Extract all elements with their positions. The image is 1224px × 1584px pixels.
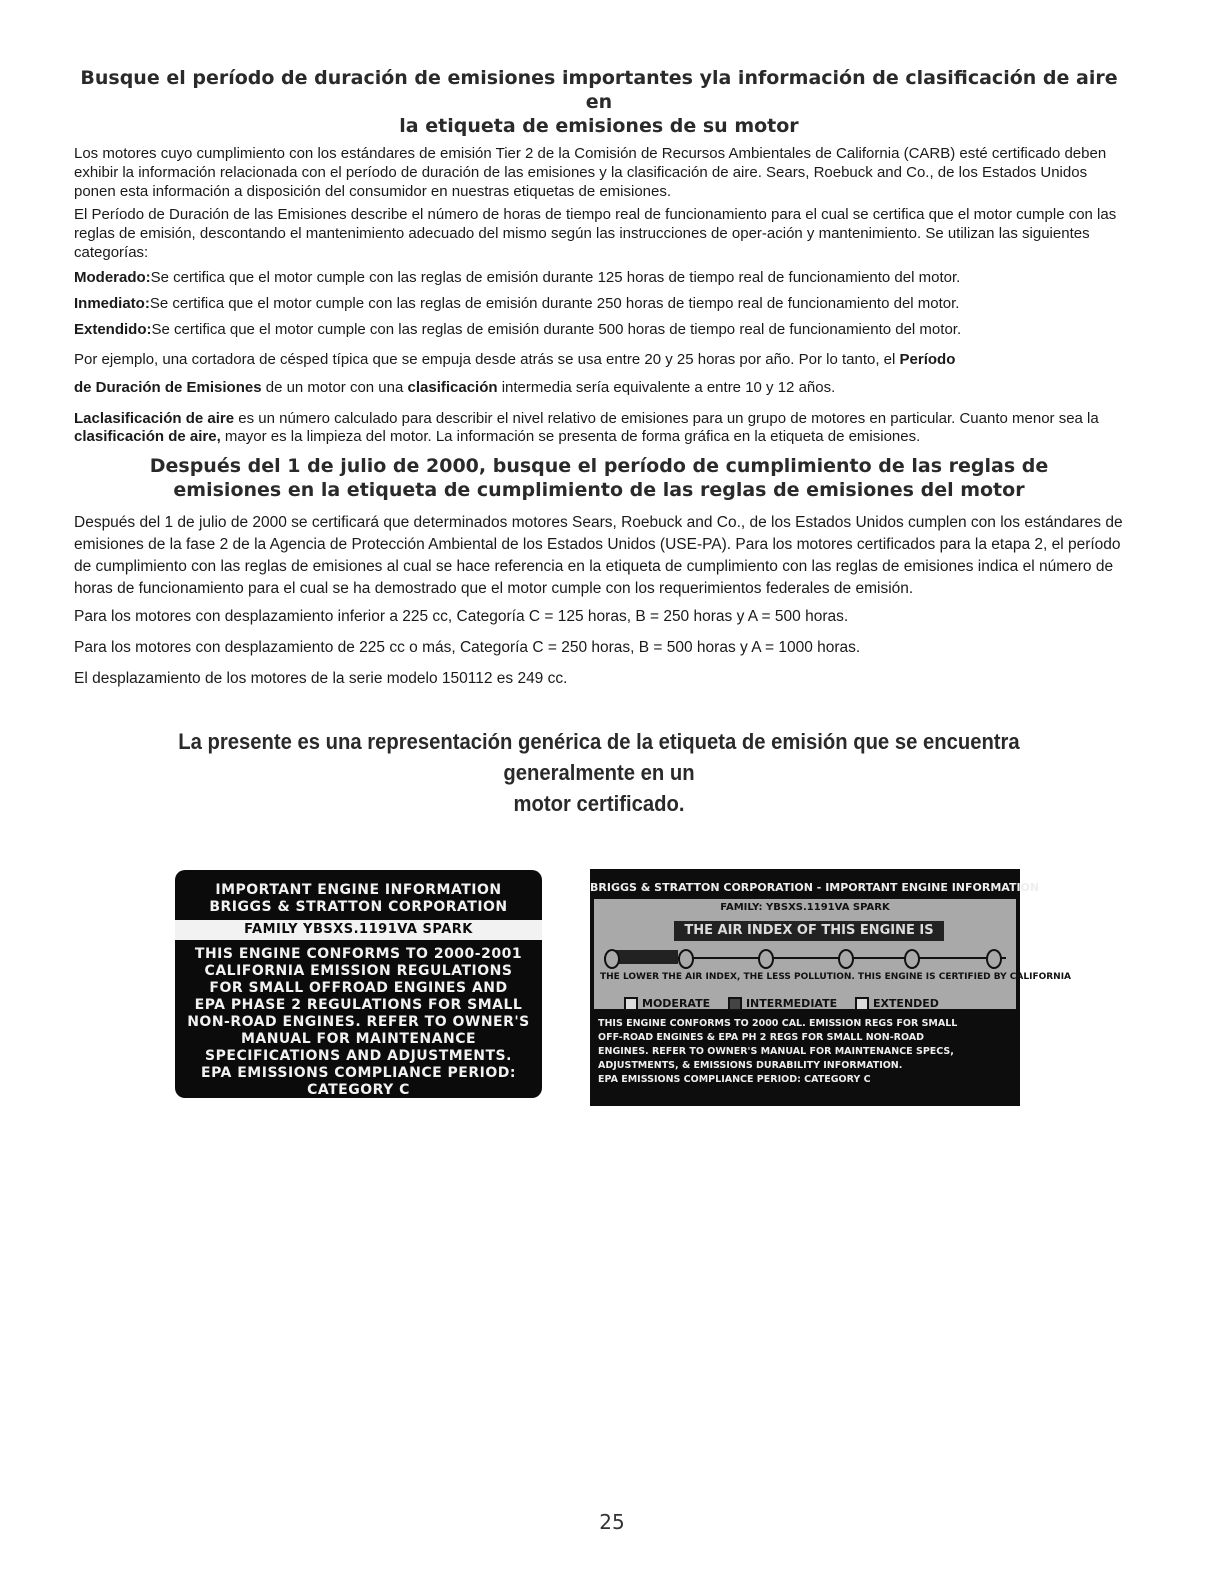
category-intermediate-label: INTERMEDIATE	[745, 997, 838, 1010]
air-index-scale-mark	[604, 949, 620, 969]
right-label-line: OFF-ROAD ENGINES & EPA PH 2 REGS FOR SMALL NON-ROAD	[598, 1032, 925, 1043]
definition-extendido	[74, 320, 1124, 340]
right-label-certified-text: THE LOWER THE AIR INDEX, THE LESS POLLUTION. THIS ENGINE IS CERTIFIED BY CALIFORNIA	[600, 972, 1072, 982]
section1-heading-line1: Busque el período de duración de emisiones importantes yla información de clasificación de aire en	[80, 67, 1118, 113]
left-label-line: CATEGORY C	[307, 1082, 410, 1098]
epa-compliance-label-image	[175, 870, 542, 1098]
air-index-scale-mark	[838, 949, 854, 969]
definition-extendido-term: Extendido:	[74, 321, 152, 338]
definition-extendido-text: Se certifica que el motor cumple con las reglas de emisión durante 500 horas de tiempo real de funcionamiento del motor.	[151, 321, 962, 338]
example-text-d: de un motor con una	[261, 379, 408, 396]
section2-heading-line2: emisiones en la etiqueta de cumplimiento de las reglas de emisiones del motor	[173, 479, 1025, 501]
right-label-air-index-title: THE AIR INDEX OF THIS ENGINE IS	[674, 921, 944, 941]
left-label-line: IMPORTANT ENGINE INFORMATION	[215, 882, 502, 898]
section3-heading	[116, 726, 1082, 819]
definition-moderado-text: Se certifica que el motor cumple con las reglas de emisión durante 125 horas de tiempo real de funcionamiento del motor.	[150, 269, 961, 286]
category-intermediate	[728, 997, 837, 1011]
air-index-paragraph	[74, 410, 1124, 446]
example-bold-duracion: de Duración de Emisiones	[74, 379, 262, 396]
left-label-line: THIS ENGINE CONFORMS TO 2000-2001	[194, 946, 523, 962]
right-label-line: ENGINES. REFER TO OWNER'S MANUAL FOR MAINTENANCE SPECS,	[598, 1046, 954, 1057]
example-text-f: intermedia sería equivalente a entre 10 y 12 años.	[497, 379, 836, 396]
definition-moderado	[74, 268, 1124, 288]
section2-paragraph-under225: Para los motores con desplazamiento inferior a 225 cc, Categoría C = 125 horas, B = 250 horas y A = 500 horas.	[74, 608, 849, 625]
right-label-air-index-panel	[594, 899, 1072, 1010]
definition-inmediato-term: Inmediato:	[74, 295, 150, 312]
left-label-line: BRIGGS & STRATTON CORPORATION	[209, 899, 508, 915]
air-index-text-d: mayor es la limpieza del motor. La información se presenta de forma gráfica en la etiqueta de emisiones.	[220, 428, 921, 445]
section2-heading-line1: Después del 1 de julio de 2000, busque el período de cumplimiento de las reglas de	[149, 455, 1049, 477]
left-label-line: EPA PHASE 2 REGULATIONS FOR SMALL	[194, 997, 523, 1013]
section2-heading	[74, 454, 1124, 502]
right-label-categories	[624, 997, 953, 1011]
category-extended-label: EXTENDED	[872, 997, 939, 1010]
checked-checkbox-icon	[728, 997, 742, 1011]
checkbox-icon	[855, 997, 869, 1011]
section3-heading-line2: motor certificado.	[513, 791, 685, 816]
air-index-bold-c: clasificación de aire,	[74, 428, 221, 445]
carb-air-index-label-image	[590, 869, 1072, 1106]
page-number: 25	[599, 1510, 625, 1534]
section1-paragraph-carb: Los motores cuyo cumplimiento con los estándares de emisión Tier 2 de la Comisión de Recursos Ambientales de California (CARB) esté certificado deben exhibir la información relacionada con el período de duración de las emisiones y la clasificación de aire. Sears, Roebuck and Co., de los Estados Unidos ponen esta información a disposición del consumidor en nuestras etiquetas de emisiones.	[74, 145, 1107, 200]
left-label-line: SPECIFICATIONS AND ADJUSTMENTS.	[205, 1048, 512, 1064]
air-index-scale-mark	[758, 949, 774, 969]
left-label-line: FOR SMALL OFFROAD ENGINES AND	[209, 980, 508, 996]
air-index-scale-mark	[986, 949, 1002, 969]
left-label-family-band: FAMILY YBSXS.1191VA SPARK	[175, 920, 542, 940]
example-paragraph	[74, 346, 1124, 402]
right-label-line: ADJUSTMENTS, & EMISSIONS DURABILITY INFORMATION.	[598, 1060, 903, 1071]
checkbox-icon	[624, 997, 638, 1011]
section2-paragraph-displacement: El desplazamiento de los motores de la serie modelo 150112 es 249 cc.	[74, 670, 568, 687]
category-extended	[855, 997, 939, 1011]
right-label-header: BRIGGS & STRATTON CORPORATION - IMPORTANT ENGINE INFORMATION	[590, 881, 1040, 894]
example-bold-clasificacion: clasificación	[407, 379, 498, 396]
definition-inmediato-text: Se certifica que el motor cumple con las reglas de emisión durante 250 horas de tiempo real de funcionamiento del motor.	[149, 295, 960, 312]
left-label-line: MANUAL FOR MAINTENANCE	[240, 1031, 477, 1047]
left-label-line: EPA EMISSIONS COMPLIANCE PERIOD:	[201, 1065, 516, 1081]
example-text-a: Por ejemplo, una cortadora de césped típica que se empuja desde atrás se usa entre 20 y 25 horas por año. Por lo tanto, el	[74, 351, 900, 368]
section1-paragraph-period: El Período de Duración de las Emisiones describe el número de horas de tiempo real de funcionamiento para el cual se certifica que el motor cumple con las reglas de emisión, descontando el mantenimiento adecuado del mismo según las instrucciones de oper-ación y mantenimiento. Se utilizan las siguientes categorías:	[74, 206, 1117, 261]
left-label-line: CALIFORNIA EMISSION REGULATIONS	[204, 963, 513, 979]
definition-moderado-term: Moderado:	[74, 269, 151, 286]
definition-inmediato	[74, 294, 1124, 314]
document-page	[74, 66, 1124, 819]
section1-heading-line2: la etiqueta de emisiones de su motor	[399, 115, 799, 137]
section1-heading	[74, 66, 1124, 138]
section2-paragraph-over225: Para los motores con desplazamiento de 225 cc o más, Categoría C = 250 horas, B = 500 horas y A = 1000 horas.	[74, 639, 861, 656]
air-index-scale-mark	[678, 949, 694, 969]
right-label-family: FAMILY: YBSXS.1191VA SPARK	[720, 902, 890, 913]
air-index-scale-mark	[904, 949, 920, 969]
right-label-line: THIS ENGINE CONFORMS TO 2000 CAL. EMISSION REGS FOR SMALL	[598, 1018, 958, 1029]
category-moderate-label: MODERATE	[642, 997, 711, 1010]
section2-paragraph-epa: Después del 1 de julio de 2000 se certificará que determinados motores Sears, Roebuck and Co., de los Estados Unidos cumplen con los estándares de emisiones de la fase 2 de la Agencia de Protección Ambiental de los Estados Unidos (USE-PA). Para los motores certificados para la etapa 2, el período de cumplimiento con las reglas de emisiones al cual se hace referencia en la etiqueta de cumplimiento con las reglas de emisiones indica el número de horas de funcionamiento para el cual se ha demostrado que el motor cumple con los requerimientos federales de emisión.	[74, 514, 1123, 597]
example-bold-periodo: Período	[899, 351, 956, 368]
air-index-bold-a: Laclasificación de aire	[74, 410, 235, 427]
section3-heading-line1: La presente es una representación genérica de la etiqueta de emisión que se encuentra generalmente en un	[178, 729, 1020, 785]
category-moderate	[624, 997, 710, 1011]
right-label-body	[590, 1009, 1020, 1087]
right-label-line: EPA EMISSIONS COMPLIANCE PERIOD: CATEGORY C	[598, 1074, 871, 1085]
left-label-line: NON-ROAD ENGINES. REFER TO OWNER'S	[187, 1014, 530, 1030]
air-index-text-b: es un número calculado para describir el nivel relativo de emisiones para un grupo de motores en particular. Cuanto menor sea la	[234, 410, 1099, 427]
